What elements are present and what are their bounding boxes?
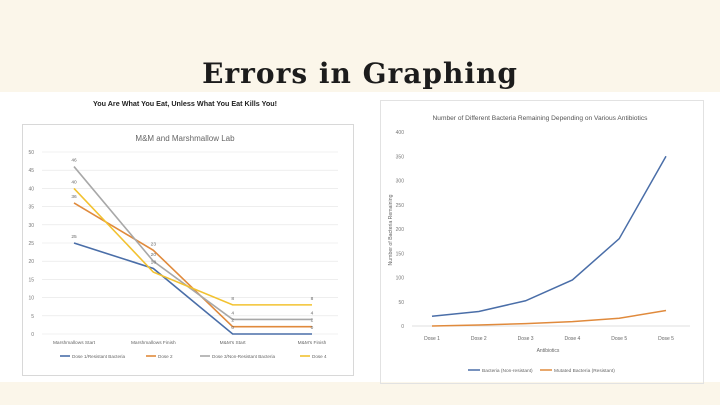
- y-axis-label: Number of Bacteria Remaining: [388, 194, 394, 266]
- y-tick-label: 0: [401, 324, 404, 330]
- y-tick-label: 5: [31, 313, 34, 320]
- y-tick-label: 250: [395, 202, 404, 209]
- y-tick-label: 40: [28, 186, 34, 193]
- data-label: 8: [231, 296, 235, 302]
- y-tick-label: 35: [28, 204, 34, 211]
- y-tick-label: 100: [395, 275, 404, 282]
- x-tick-label: Dose 5: [611, 336, 628, 342]
- y-tick-label: 25: [28, 241, 34, 247]
- chart-title: M&M and Marshmallow Lab: [135, 134, 235, 143]
- data-label: 18: [150, 260, 157, 266]
- y-tick-label: 200: [395, 227, 404, 233]
- y-tick-label: 20: [28, 259, 34, 266]
- data-label: 20: [150, 253, 157, 259]
- y-tick-label: 15: [28, 277, 34, 284]
- data-label: 25: [71, 235, 77, 240]
- data-label: 0: [310, 326, 314, 331]
- series-line-1: [432, 156, 666, 316]
- slide-title: Errors in Graphing: [202, 56, 518, 90]
- data-label: 2: [310, 318, 314, 324]
- legend-entry: Dose 1/Resistant Bacteria: [72, 353, 126, 359]
- y-tick-label: 50: [28, 150, 34, 156]
- data-label: 8: [310, 296, 314, 302]
- y-tick-label: 50: [398, 299, 404, 306]
- x-axis-label: Antibiotics: [536, 348, 560, 354]
- y-tick-label: 10: [28, 295, 34, 302]
- chart-heading: You Are What You Eat, Unless What You Eat Kills You!: [92, 99, 278, 108]
- y-tick-label: 400: [395, 130, 404, 136]
- data-label: 36: [71, 194, 77, 200]
- legend-entry: Dose 3/Non-Resistant Bacteria: [212, 353, 276, 359]
- y-tick-label: 0: [31, 332, 34, 338]
- x-tick-label: M&M's Start: [219, 341, 246, 346]
- data-label: 40: [71, 180, 77, 186]
- y-tick-label: 350: [395, 154, 404, 161]
- x-tick-label: Dose 3: [517, 336, 534, 342]
- y-tick-label: 45: [28, 168, 34, 175]
- x-tick-label: Marshmallows Start: [52, 341, 96, 346]
- x-tick-label: Marshmallows Finish: [130, 341, 176, 346]
- y-tick-label: 30: [28, 222, 34, 229]
- legend-entry: Dose 2: [158, 353, 173, 359]
- chart-title: Number of Different Bacteria Remaining Depending on Various Antibiotics: [432, 115, 648, 122]
- x-tick-label: Dose 5: [658, 336, 674, 342]
- data-label: 46: [71, 158, 77, 164]
- x-tick-label: Dose 2: [470, 336, 487, 342]
- data-label: 2: [231, 318, 235, 324]
- legend-entry: Mutated Bacteria (Resistant): [554, 368, 615, 374]
- data-label: 23: [150, 242, 157, 248]
- data-label: 4: [231, 311, 235, 317]
- legend-entry: Bacteria (Non-resistant): [482, 368, 533, 374]
- y-tick-label: 300: [395, 178, 404, 185]
- x-tick-label: M&M's Finish: [297, 341, 327, 346]
- x-tick-label: Dose 1: [424, 336, 440, 342]
- legend-entry: Dose 4: [312, 353, 327, 359]
- y-tick-label: 150: [395, 251, 404, 258]
- data-label: 0: [231, 326, 235, 331]
- x-tick-label: Dose 4: [564, 336, 581, 342]
- data-label: 4: [310, 311, 314, 317]
